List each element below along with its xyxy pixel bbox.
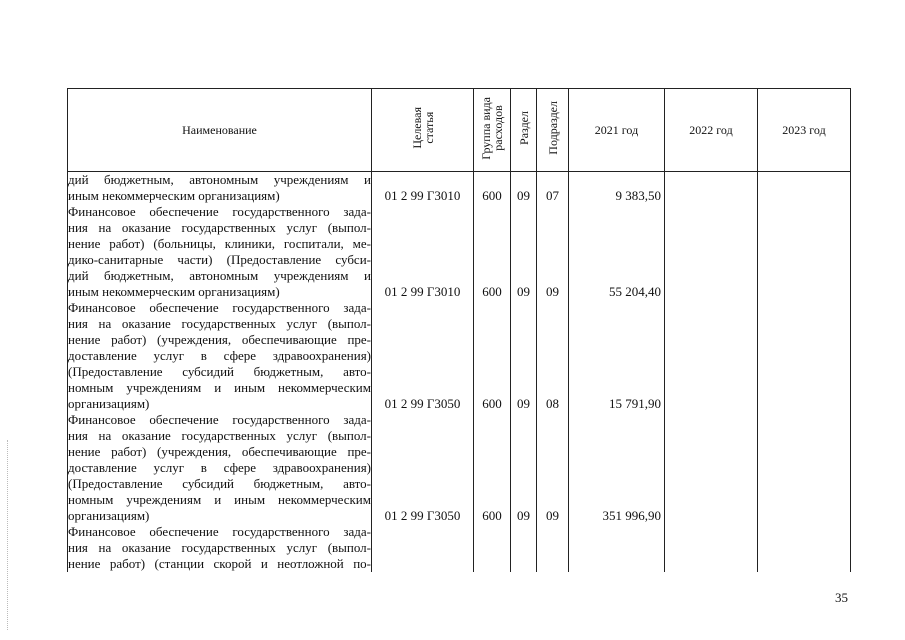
name-text-line: иным некоммерческим организациям) <box>68 188 280 203</box>
cell-y2023 <box>758 508 850 524</box>
name-text-line: дий бюджетным, автономным учреждениям и <box>68 268 371 283</box>
header-section-label: Раздел <box>516 111 531 145</box>
cell-y2022 <box>665 188 757 204</box>
cell-subsection: 09 <box>546 284 559 299</box>
table-header-row <box>68 89 851 172</box>
header-year-2021: 2021 год <box>569 89 665 172</box>
name-text-line: нение работ) (станции скорой и неотложной по- <box>68 556 371 571</box>
header-subsection-label: Подраздел <box>545 101 560 155</box>
name-column <box>68 172 372 573</box>
name-text-line: доставление услуг в сфере здравоохранения) <box>68 460 371 475</box>
year-2021-column <box>569 172 665 573</box>
page-edge-dots <box>7 440 8 630</box>
page-number: 35 <box>835 590 848 605</box>
cell-target-article: 01 2 99 Г3050 <box>384 396 461 411</box>
cell-section: 09 <box>517 188 530 203</box>
name-text-line: (Предоставление субсидий бюджетным, авто- <box>68 364 371 379</box>
cell-y2022 <box>665 284 757 300</box>
name-text-line: номным учреждениям и иным некоммерческим <box>68 380 371 395</box>
cell-y2023 <box>758 396 850 412</box>
cell-subsection: 07 <box>546 188 559 203</box>
name-text-line: организациям) <box>68 508 150 523</box>
cell-y2022 <box>665 396 757 412</box>
cell-target-article: 01 2 99 Г3050 <box>384 508 461 523</box>
name-text-line: Финансовое обеспечение государственного зада- <box>68 300 371 315</box>
name-text-line: доставление услуг в сфере здравоохранения) <box>68 348 371 363</box>
name-text-line: иным некоммерческим организациям) <box>68 284 280 299</box>
name-text-line: ния на оказание государственных услуг (выпол- <box>68 540 371 555</box>
table-body-row <box>68 172 851 573</box>
name-text-line: номным учреждениям и иным некоммерческим <box>68 492 371 507</box>
name-text-line: нение работ) (учреждения, обеспечивающие пре- <box>68 332 371 347</box>
cell-expense-group: 600 <box>482 188 502 203</box>
header-target-article <box>372 89 474 172</box>
header-expense-group-label: Группа вида расходов <box>479 96 505 160</box>
name-text-line: ния на оказание государственных услуг (выпол- <box>68 220 371 235</box>
cell-y2021: 15 791,90 <box>609 396 661 411</box>
section-column <box>511 172 537 573</box>
header-year-2023: 2023 год <box>758 89 851 172</box>
cell-expense-group: 600 <box>482 508 502 523</box>
year-2023-column <box>758 172 851 573</box>
header-target-article-label: Целевая статья <box>409 107 436 149</box>
name-text-line: дико-санитарные части) (Предоставление субси- <box>68 252 371 267</box>
name-text-line: Финансовое обеспечение государственного зада- <box>68 524 371 539</box>
target-article-column <box>372 172 474 573</box>
cell-target-article: 01 2 99 Г3010 <box>384 188 461 203</box>
cell-expense-group: 600 <box>482 396 502 411</box>
name-text-line: Финансовое обеспечение государственного зада- <box>68 412 371 427</box>
cell-y2022 <box>665 508 757 524</box>
cell-y2021: 55 204,40 <box>609 284 661 299</box>
subsection-column <box>537 172 569 573</box>
cell-y2021: 351 996,90 <box>602 508 661 523</box>
name-text-line: организациям) <box>68 396 150 411</box>
name-text-line: ния на оказание государственных услуг (выпол- <box>68 428 371 443</box>
year-2022-column <box>665 172 758 573</box>
cell-section: 09 <box>517 396 530 411</box>
cell-target-article: 01 2 99 Г3010 <box>384 284 461 299</box>
expense-group-column <box>474 172 511 573</box>
name-text-line: нение работ) (больницы, клиники, госпитали, ме- <box>68 236 371 251</box>
header-subsection <box>537 89 569 172</box>
cell-y2021: 9 383,50 <box>615 188 661 203</box>
cell-section: 09 <box>517 508 530 523</box>
header-section <box>511 89 537 172</box>
name-text-line: (Предоставление субсидий бюджетным, авто- <box>68 476 371 491</box>
header-name: Наименование <box>68 89 372 172</box>
header-expense-group <box>474 89 511 172</box>
cell-y2023 <box>758 284 850 300</box>
cell-y2023 <box>758 188 850 204</box>
header-year-2022: 2022 год <box>665 89 758 172</box>
cell-section: 09 <box>517 284 530 299</box>
cell-subsection: 09 <box>546 508 559 523</box>
budget-table <box>67 88 851 572</box>
cell-subsection: 08 <box>546 396 559 411</box>
name-text-line: Финансовое обеспечение государственного зада- <box>68 204 371 219</box>
name-text-line: нение работ) (учреждения, обеспечивающие пре- <box>68 444 371 459</box>
name-text-line: дий бюджетным, автономным учреждениям и <box>68 172 371 187</box>
cell-expense-group: 600 <box>482 284 502 299</box>
name-text-line: ния на оказание государственных услуг (выпол- <box>68 316 371 331</box>
